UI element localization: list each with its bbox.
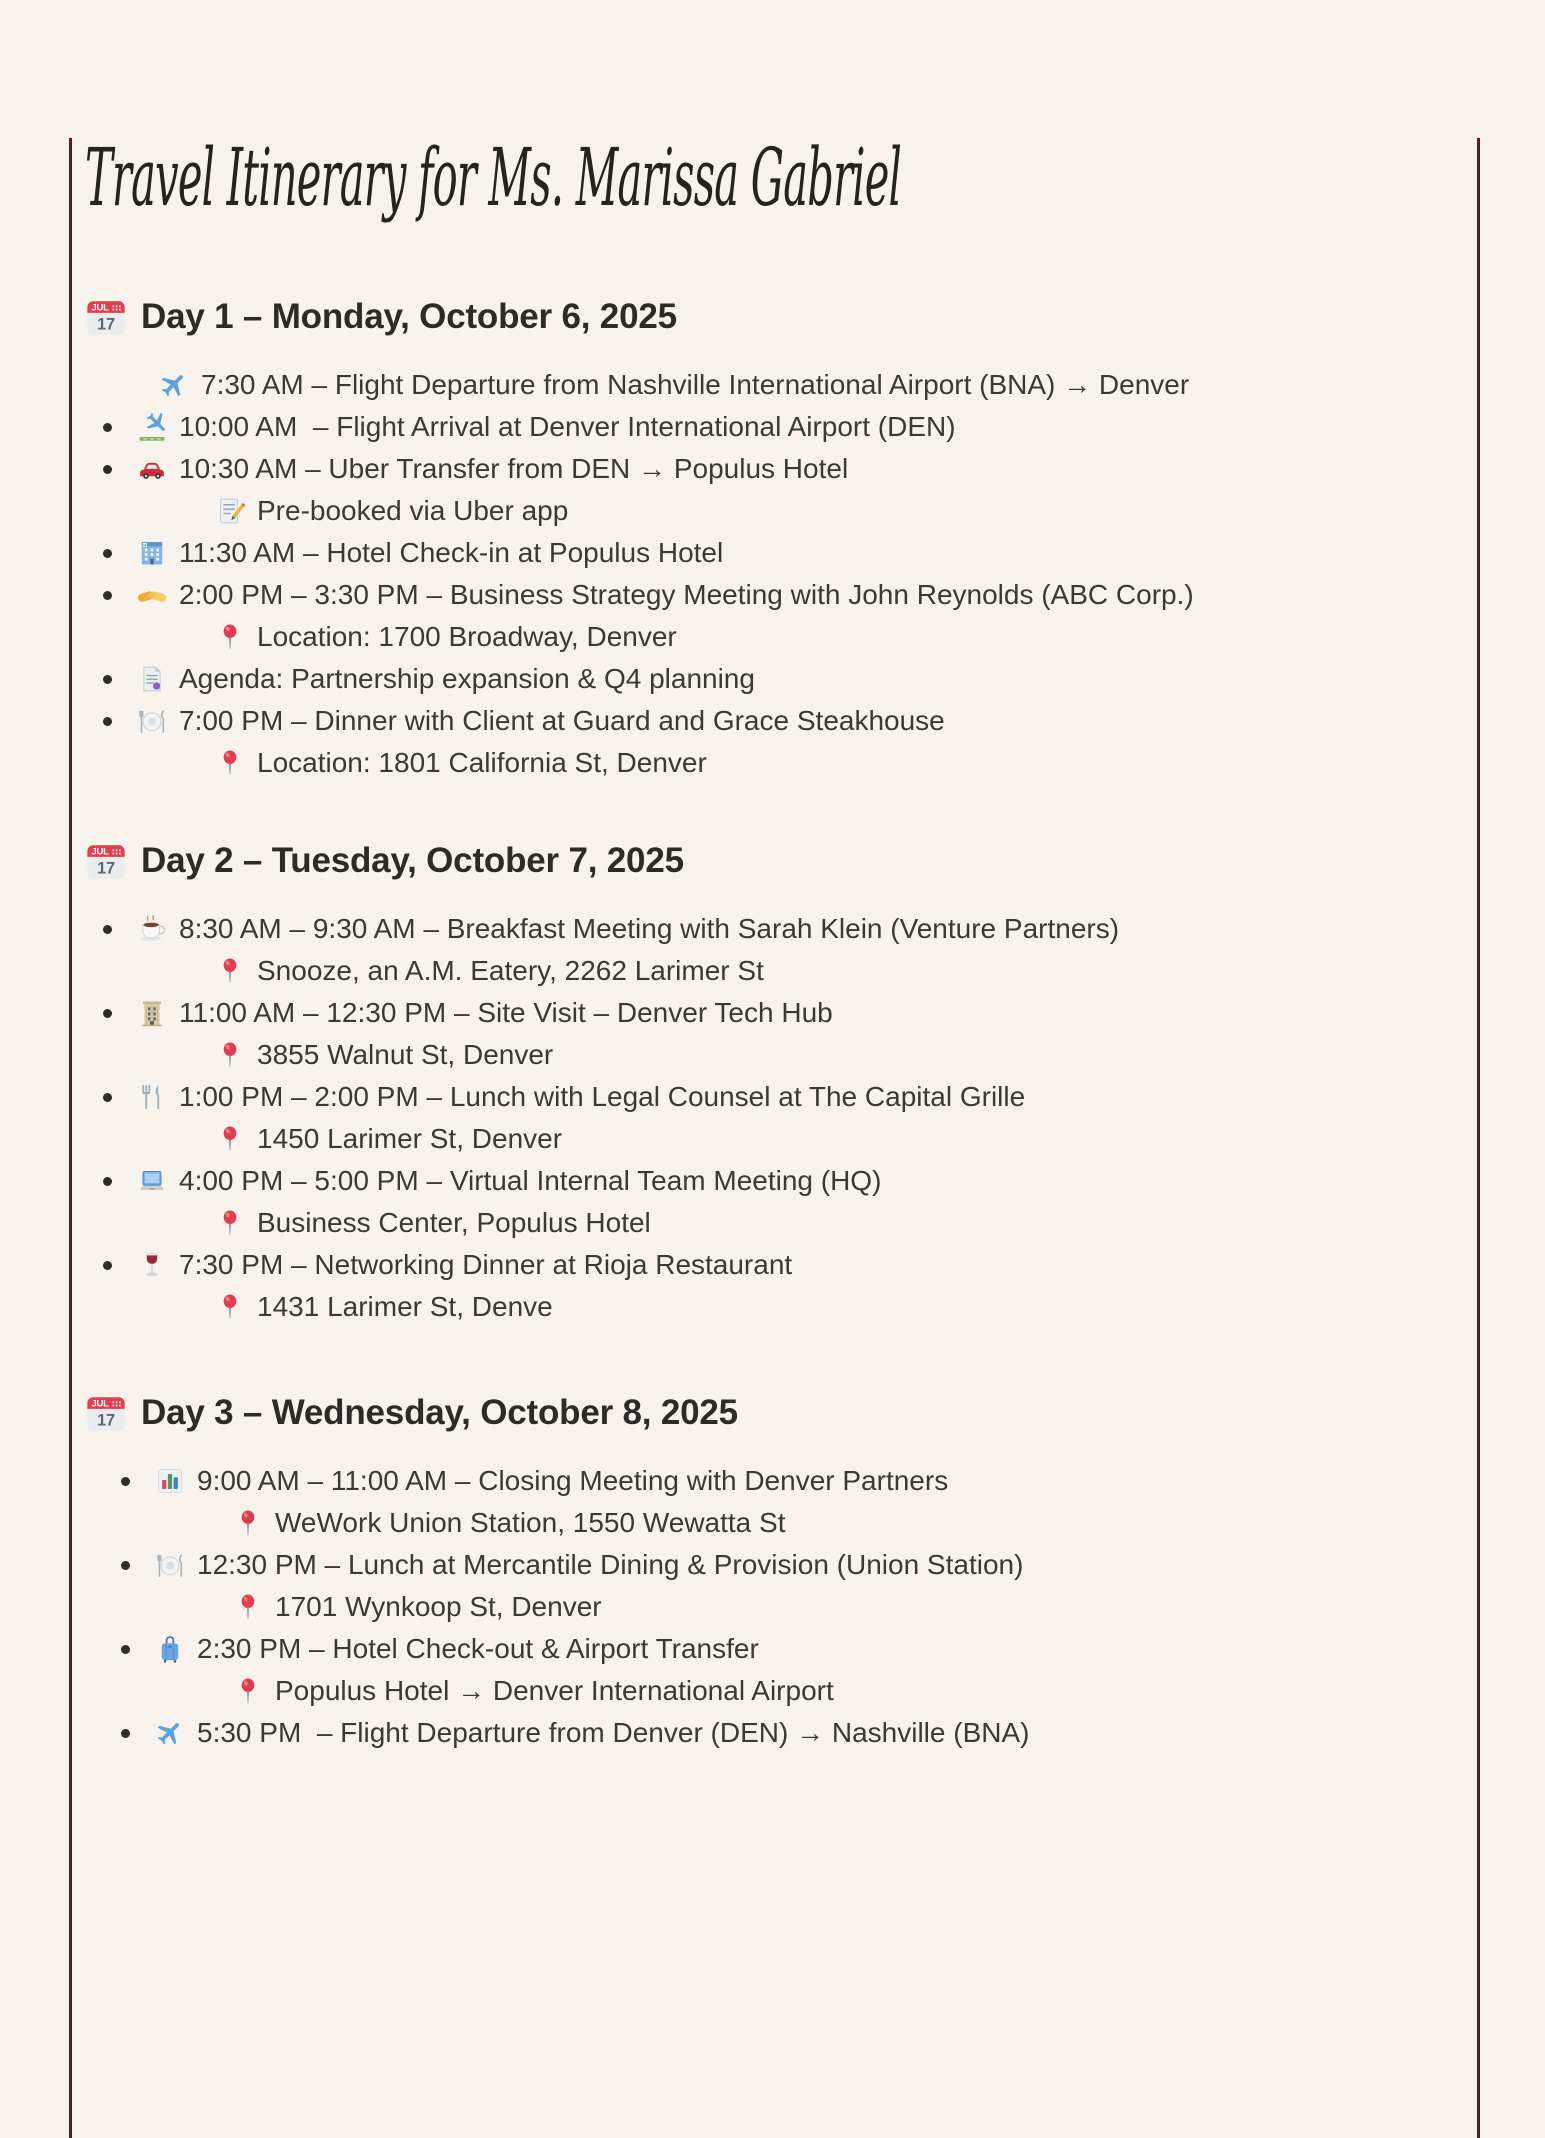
wine-icon bbox=[137, 1250, 167, 1280]
airplane-arrival-icon bbox=[137, 412, 167, 442]
day-heading-text: Day 3 – Wednesday, October 8, 2025 bbox=[141, 1393, 738, 1432]
bullet-marker bbox=[103, 1261, 137, 1270]
bullet-marker bbox=[103, 925, 137, 934]
svg-text:17: 17 bbox=[97, 859, 115, 878]
pushpin-icon bbox=[215, 1124, 245, 1154]
line-text: 1701 Wynkoop St, Denver bbox=[275, 1591, 602, 1622]
itinerary-line bbox=[85, 1160, 1455, 1202]
line-text: 1450 Larimer St, Denver bbox=[257, 1123, 563, 1154]
days-container bbox=[85, 296, 1455, 1754]
line-text: WeWork Union Station, 1550 Wewatta St bbox=[275, 1507, 786, 1538]
day-items-list bbox=[85, 364, 1455, 784]
itinerary-document bbox=[0, 131, 1545, 1754]
hotel-icon bbox=[137, 538, 167, 568]
line-text: 1431 Larimer St, Denve bbox=[257, 1291, 553, 1322]
day-heading bbox=[85, 1392, 1455, 1434]
svg-text:17: 17 bbox=[97, 315, 115, 334]
itinerary-subline bbox=[85, 490, 1455, 532]
itinerary-subline bbox=[85, 1670, 1455, 1712]
itinerary-line bbox=[85, 1628, 1455, 1670]
line-text: 1:00 PM – 2:00 PM – Lunch with Legal Counsel at The Capital Grille bbox=[179, 1081, 1026, 1112]
itinerary-line bbox=[85, 658, 1455, 700]
day-heading-text: Day 1 – Monday, October 6, 2025 bbox=[141, 297, 677, 336]
itinerary-subline bbox=[85, 950, 1455, 992]
line-text: 11:30 AM – Hotel Check-in at Populus Hotel bbox=[179, 537, 724, 568]
car-icon bbox=[137, 454, 167, 484]
itinerary-subline bbox=[85, 742, 1455, 784]
day-heading bbox=[85, 840, 1455, 882]
day-heading-text: Day 2 – Tuesday, October 7, 2025 bbox=[141, 841, 684, 880]
itinerary-line bbox=[85, 1544, 1455, 1586]
pushpin-icon bbox=[215, 622, 245, 652]
airplane-icon bbox=[155, 1718, 185, 1748]
bullet-marker bbox=[103, 591, 137, 600]
line-text: 2:30 PM – Hotel Check-out & Airport Transfer bbox=[197, 1633, 759, 1664]
itinerary-line bbox=[85, 908, 1455, 950]
pushpin-icon bbox=[215, 1040, 245, 1070]
memo-icon bbox=[215, 496, 245, 526]
itinerary-subline bbox=[85, 1586, 1455, 1628]
pushpin-icon bbox=[215, 748, 245, 778]
pushpin-icon bbox=[215, 1208, 245, 1238]
line-text: 10:30 AM – Uber Transfer from DEN → Populus Hotel bbox=[179, 453, 849, 484]
itinerary-subline bbox=[85, 1034, 1455, 1076]
line-text: 2:00 PM – 3:30 PM – Business Strategy Meeting with John Reynolds (ABC Corp.) bbox=[179, 579, 1194, 610]
itinerary-line bbox=[85, 364, 1455, 406]
itinerary-line bbox=[85, 1460, 1455, 1502]
coffee-icon bbox=[137, 914, 167, 944]
itinerary-subline bbox=[85, 616, 1455, 658]
line-text: Pre-booked via Uber app bbox=[257, 495, 569, 526]
bullet-marker bbox=[121, 1729, 155, 1738]
pushpin-icon bbox=[233, 1592, 263, 1622]
itinerary-subline bbox=[85, 1286, 1455, 1328]
line-text: Location: 1801 California St, Denver bbox=[257, 747, 707, 778]
bar-chart-icon bbox=[155, 1466, 185, 1496]
line-text: Location: 1700 Broadway, Denver bbox=[257, 621, 677, 652]
bullet-marker bbox=[103, 465, 137, 474]
office-building-icon bbox=[137, 998, 167, 1028]
svg-text:JUL: JUL bbox=[91, 302, 109, 314]
itinerary-line bbox=[85, 1244, 1455, 1286]
dinner-plate-icon bbox=[137, 706, 167, 736]
line-text: Populus Hotel → Denver International Airport bbox=[275, 1675, 834, 1706]
line-text: Agenda: Partnership expansion & Q4 planning bbox=[179, 663, 755, 694]
svg-text:H: H bbox=[143, 542, 147, 548]
bullet-marker bbox=[103, 675, 137, 684]
dinner-plate-icon bbox=[155, 1550, 185, 1580]
day-heading bbox=[85, 296, 1455, 338]
bullet-marker bbox=[103, 423, 137, 432]
itinerary-subline bbox=[85, 1202, 1455, 1244]
day-section-2 bbox=[85, 840, 1455, 1328]
itinerary-page bbox=[0, 131, 1545, 2138]
bullet-marker bbox=[121, 1561, 155, 1570]
pushpin-icon bbox=[233, 1508, 263, 1538]
svg-text:JUL: JUL bbox=[91, 846, 109, 858]
line-text: 7:30 AM – Flight Departure from Nashville International Airport (BNA) → Denver bbox=[201, 369, 1190, 400]
line-text: 3855 Walnut St, Denver bbox=[257, 1039, 554, 1070]
line-text: 7:30 PM – Networking Dinner at Rioja Restaurant bbox=[179, 1249, 793, 1280]
line-text: 5:30 PM – Flight Departure from Denver (DEN) → Nashville (BNA) bbox=[197, 1717, 1030, 1748]
bullet-marker bbox=[103, 1009, 137, 1018]
day-section-1 bbox=[85, 296, 1455, 784]
line-text: 7:00 PM – Dinner with Client at Guard and Grace Steakhouse bbox=[179, 705, 945, 736]
document-icon bbox=[137, 664, 167, 694]
line-text: 11:00 AM – 12:30 PM – Site Visit – Denver Tech Hub bbox=[179, 997, 833, 1028]
page-title-text: Travel Itinerary for Ms. Marissa Gabriel bbox=[85, 131, 902, 224]
handshake-icon bbox=[137, 580, 167, 610]
itinerary-line bbox=[85, 700, 1455, 742]
itinerary-line bbox=[85, 406, 1455, 448]
line-text: 4:00 PM – 5:00 PM – Virtual Internal Team Meeting (HQ) bbox=[179, 1165, 882, 1196]
pushpin-icon bbox=[215, 1292, 245, 1322]
svg-text:JUL: JUL bbox=[91, 1398, 109, 1410]
pushpin-icon bbox=[233, 1676, 263, 1706]
itinerary-line bbox=[85, 532, 1455, 574]
bullet-marker bbox=[103, 549, 137, 558]
itinerary-line bbox=[85, 992, 1455, 1034]
day-items-list bbox=[85, 1460, 1455, 1754]
airplane-icon bbox=[159, 370, 189, 400]
page-title bbox=[85, 131, 1455, 224]
bullet-marker bbox=[121, 1477, 155, 1486]
line-text: Snooze, an A.M. Eatery, 2262 Larimer St bbox=[257, 955, 764, 986]
itinerary-line bbox=[85, 448, 1455, 490]
day-section-3 bbox=[85, 1392, 1455, 1754]
itinerary-subline bbox=[85, 1502, 1455, 1544]
line-text: Business Center, Populus Hotel bbox=[257, 1207, 651, 1238]
line-text: 8:30 AM – 9:30 AM – Breakfast Meeting with Sarah Klein (Venture Partners) bbox=[179, 913, 1120, 944]
bullet-marker bbox=[103, 717, 137, 726]
bullet-marker bbox=[121, 1645, 155, 1654]
bullet-marker bbox=[103, 1093, 137, 1102]
fork-knife-icon bbox=[137, 1082, 167, 1112]
svg-text:17: 17 bbox=[97, 1411, 115, 1430]
line-text: 12:30 PM – Lunch at Mercantile Dining & Provision (Union Station) bbox=[197, 1549, 1024, 1580]
calendar-icon bbox=[85, 296, 127, 338]
itinerary-subline bbox=[85, 1118, 1455, 1160]
calendar-icon bbox=[85, 840, 127, 882]
itinerary-line bbox=[85, 574, 1455, 616]
line-text: 10:00 AM – Flight Arrival at Denver International Airport (DEN) bbox=[179, 411, 956, 442]
calendar-icon bbox=[85, 1392, 127, 1434]
luggage-icon bbox=[155, 1634, 185, 1664]
itinerary-line bbox=[85, 1076, 1455, 1118]
itinerary-line bbox=[85, 1712, 1455, 1754]
laptop-icon bbox=[137, 1166, 167, 1196]
line-text: 9:00 AM – 11:00 AM – Closing Meeting with Denver Partners bbox=[197, 1465, 949, 1496]
bullet-marker bbox=[103, 1177, 137, 1186]
pushpin-icon bbox=[215, 956, 245, 986]
day-items-list bbox=[85, 908, 1455, 1328]
